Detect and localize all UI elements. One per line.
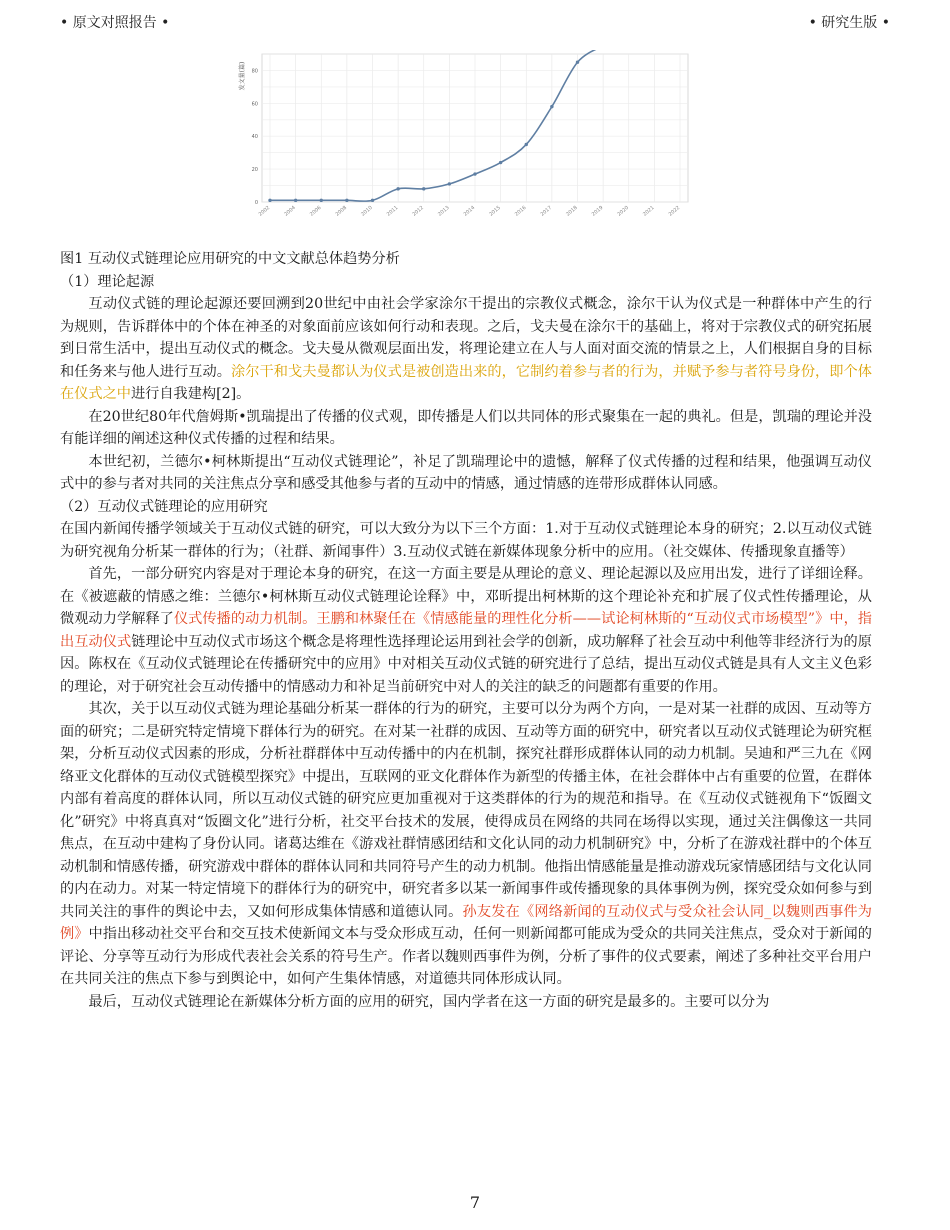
x-tick-label: 2016	[513, 204, 528, 218]
x-tick-label: 2014	[462, 204, 477, 218]
data-point	[525, 143, 528, 146]
x-tick-label: 2020	[616, 204, 631, 218]
header-left: • 原文对照报告 •	[60, 15, 170, 31]
x-tick-label: 2017	[539, 204, 554, 218]
x-tick-label: 2002	[257, 204, 272, 218]
paragraph-second: 其次，关于以互动仪式链为理论基础分析某一群体的行为的研究，主要可以分为两个方向，一是对某一社群的成因、互动等方面的研究；二是研究特定情境下群体行为的研究。在对某一社群的成因、互动等方面的研究中，研究者以互动仪式链理论为研究框架，分析互动仪式因素的形成，分析社群群体中互动传播中的内在机制，探究社群形成群体认同的动力机制。吴迪和严三九在《网络亚文化群体的互动仪式链模型探究》中提出，互联网的亚文化群体作为新型的传播主体，在社会群体中占有重要的位置，在群体内部有着高度的群体认同，所以互动仪式链的研究应更加重视对于这类群体的行为的规范和指导。在《互动仪式链视角下“饭圈文化”研究》中将真真对“饭圈文化”进行分析，社交平台技术的发展，使得成员在网络的共同在场得以实现，通过关注偶像这一共同焦点，在互动中建构了身份认同。诸葛达维在《游戏社群情感团结和文化认同的动力机制研究》中，分析了在游戏社群中的个体互动机制和情感传播，研究游戏中群体的群体认同和共同符号产生的动力机制。他指出情感能量是推动游戏玩家情感团结与文化认同的内在动力。对某一特定情境下的群体行为的研究中，研究者多以某一新闻事件或传播现象的具体事例为例，探究受众如何参与到共同关注的事件的舆论中去，又如何形成集体情感和道德认同。孙友发在《网络新闻的互动仪式与受众社会认同_以魏则西事件为例》中指出移动社交平台和交互技术使新闻文本与受众形成互动，任何一则新闻都可能成为受众的共同关注焦点，受众对于新闻的评论、分享等互动行为形成代表社会关系的符号生产。作者以魏则西事件为例，分析了事件的仪式要素，阐述了多种社交平台用户在共同关注的焦点下参与到舆论中，如何产生集体情感，对道德共同体形成认同。	[60, 701, 872, 987]
trend-chart	[230, 50, 700, 235]
highlight-red: 仪式传播的动力机制。王鹏和林聚任在《情感能量的理性化分析——试论柯林斯的“互动仪式市场模型”》中，指出互动仪式	[60, 611, 872, 650]
paragraph-first: 首先，一部分研究内容是对于理论本身的研究，在这一方面主要是从理论的意义、理论起源以及应用出发，进行了详细诠释。在《被遮蔽的情感之维：兰德尔•柯林斯互动仪式链理论诠释》中，邓昕提出柯林斯的这个理论补充和扩展了仪式性传播理论，从微观动力学解释了仪式传播的动力机制。王鹏和林聚任在《情感能量的理性化分析——试论柯林斯的“互动仪式市场模型”》中，指出互动仪式链理论中互动仪式市场这个概念是将理性选择理论运用到社会学的创新，成功解释了社会互动中利他等非经济行为的原因。陈权在《互动仪式链理论在传播研究中的应用》中对相关互动仪式链的研究进行了总结，提出互动仪式链是具有人文主义色彩的理论，对于研究社会互动传播中的情感动力和补足当前研究中对人的关注的缺乏的问题都有重要的作用。	[60, 566, 872, 695]
trend-line	[270, 50, 603, 201]
x-tick-label: 2012	[411, 204, 426, 218]
data-point	[499, 161, 502, 164]
data-point	[320, 199, 323, 202]
data-point	[448, 182, 451, 185]
x-tick-label: 2022	[667, 204, 682, 218]
body-content	[60, 248, 872, 1013]
paragraph-origin: 互动仪式链的理论起源还要回溯到20世纪中由社会学家涂尔干提出的宗教仪式概念，涂尔干认为仪式是一种群体中产生的行为规则，告诉群体中的个体在神圣的对象面前应该如何行动和表现。之后，戈夫曼在涂尔干的基础上，将对于宗教仪式的研究拓展到日常生活中，提出互动仪式的概念。戈夫曼从微观层面出发，将理论建立在人与人面对面交流的情景之上，人们根据自身的目标和任务来与他人进行互动。涂尔干和戈夫曼都认为仪式是被创造出来的，它制约着参与者的行为，并赋予参与者符号身份，即个体在仪式之中进行自我建构[2]。	[60, 296, 872, 402]
x-tick-label: 2010	[360, 204, 374, 218]
section-heading-origin: （1）理论起源	[60, 273, 155, 290]
y-tick-label: 80	[251, 68, 258, 75]
x-tick-label: 2006	[308, 204, 323, 218]
figure-caption: 图1 互动仪式链理论应用研究的中文文献总体趋势分析	[60, 251, 400, 267]
x-tick-label: 2008	[334, 204, 349, 218]
x-tick-label: 2015	[488, 204, 502, 218]
x-tick-label: 2004	[283, 204, 297, 218]
page-number: 7	[469, 1193, 481, 1212]
x-tick-label: 2018	[565, 204, 579, 218]
data-point	[294, 199, 297, 202]
highlight-yellow: 涂尔干和戈夫曼都认为仪式是被创造出来的，它制约着参与者的行为，并赋予参与者符号身份，即个体在仪式之中	[60, 363, 872, 402]
paragraph-last: 最后，互动仪式链理论在新媒体分析方面的应用的研究，国内学者在这一方面的研究是最多的。主要可以分为	[88, 993, 770, 1010]
header-right: • 研究生版 •	[808, 15, 890, 31]
y-tick-label: 0	[254, 200, 258, 206]
y-tick-label: 40	[251, 134, 258, 141]
x-tick-label: 2011	[385, 204, 400, 218]
section-heading-application: （2）互动仪式链理论的应用研究	[60, 498, 268, 515]
y-tick-label: 20	[251, 167, 258, 174]
x-tick-label: 2013	[437, 204, 451, 218]
highlight-red: 孙友发在《网络新闻的互动仪式与受众社会认同_以魏则西事件为例》	[60, 903, 872, 942]
data-point	[345, 199, 348, 202]
paragraph-overview: 在国内新闻传播学领域关于互动仪式链的研究，可以大致分为以下三个方面：1.对于互动仪式链理论本身的研究；2.以互动仪式链为研究视角分析某一群体的行为；（社群、新闻事件）3.互动仪式链在新媒体现象分析中的应用。（社交媒体、传播现象直播等）	[60, 521, 872, 560]
x-tick-label: 2021	[642, 204, 656, 218]
data-point	[371, 199, 374, 202]
paragraph-carey: 在20世纪80年代詹姆斯•凯瑞提出了传播的仪式观，即传播是人们以共同体的形式聚集在一起的典礼。但是，凯瑞的理论并没有能详细的阐述这种仪式传播的过程和结果。	[60, 408, 872, 447]
data-point	[422, 187, 425, 190]
y-tick-label: 60	[251, 101, 258, 108]
data-point	[473, 172, 476, 175]
data-point	[268, 199, 271, 202]
x-tick-label: 2019	[590, 204, 605, 218]
data-point	[396, 187, 399, 190]
data-point	[576, 61, 579, 64]
paragraph-collins: 本世纪初，兰德尔•柯林斯提出“互动仪式链理论”，补足了凯瑞理论中的遗憾，解释了仪式传播的过程和结果，他强调互动仪式中的参与者对共同的关注焦点分享和感受其他参与者的互动中的情感，通过情感的连带形成群体认同感。	[60, 453, 872, 492]
y-axis-label: 发文量(篇)	[239, 61, 246, 91]
data-point	[550, 105, 553, 108]
